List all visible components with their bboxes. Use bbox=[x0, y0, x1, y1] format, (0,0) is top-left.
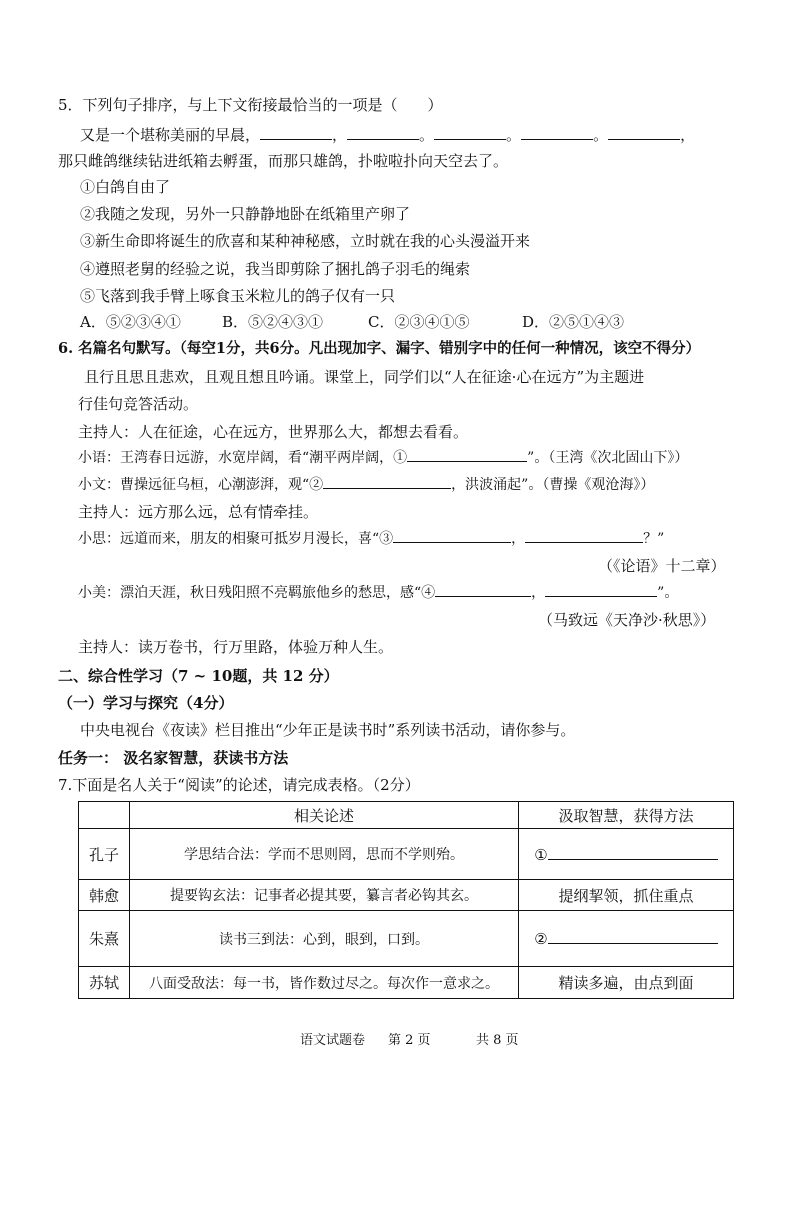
q5-stem: 5．下列句子排序，与上下文衔接最恰当的一项是（ ） bbox=[58, 96, 443, 114]
q5-choice-b[interactable]: B．⑤②④③① bbox=[222, 313, 324, 331]
q6-blank-1[interactable] bbox=[407, 447, 527, 462]
q6-host-2: 主持人：远方那么远，总有情牵挂。 bbox=[78, 503, 319, 521]
row-desc: 学思结合法：学而不思则罔，思而不学则殆。 bbox=[130, 829, 519, 880]
q6-intro-2: 行佳句竞答活动。 bbox=[78, 395, 199, 413]
q5-choice-a[interactable]: A．⑤②③④① bbox=[80, 313, 181, 331]
q5-sep-2: 。 bbox=[419, 126, 435, 144]
row-method: 精读多遍，由点到面 bbox=[519, 967, 734, 999]
table-header-desc: 相关论述 bbox=[130, 802, 519, 829]
q6-xiaosi-text: 小思：远道而来，朋友的相聚可抵岁月漫长，喜“③ bbox=[78, 531, 394, 547]
reading-methods-table bbox=[78, 801, 734, 999]
answer-marker-2: ② bbox=[534, 930, 548, 948]
footer-total: 共 8 页 bbox=[476, 1033, 519, 1048]
q6-blank-3[interactable] bbox=[393, 528, 511, 543]
q6-xiaoyu-text: 小语：王湾春日远游，水宽岸阔，看“潮平两岸阔，① bbox=[78, 450, 408, 466]
q5-blank-1[interactable] bbox=[260, 125, 332, 140]
q5-passage-start: 又是一个堪称美丽的早晨， bbox=[80, 126, 261, 144]
q5-option-2: ②我随之发现，另外一只静静地卧在纸箱里产卵了 bbox=[80, 205, 411, 223]
row-name: 苏轼 bbox=[79, 967, 130, 999]
q5-choice-d[interactable]: D．②⑤①④③ bbox=[522, 313, 625, 331]
q6-xiaoyu bbox=[78, 447, 688, 469]
row-name: 朱熹 bbox=[79, 911, 130, 967]
q5-option-1: ①白鸽自由了 bbox=[80, 178, 171, 196]
q6-blank-5[interactable] bbox=[435, 582, 531, 597]
answer-marker-1: ① bbox=[534, 845, 548, 864]
q6-xiaowen-text: 小文：曹操远征乌桓，心潮澎湃，观“② bbox=[78, 477, 324, 493]
table-header-name bbox=[79, 802, 130, 829]
q6-blank-4[interactable] bbox=[525, 528, 643, 543]
q6-xiaosi-comma: ， bbox=[511, 531, 526, 547]
row-name: 孔子 bbox=[79, 829, 130, 880]
answer-blank-1[interactable] bbox=[548, 845, 718, 860]
row-name: 韩愈 bbox=[79, 880, 130, 911]
section2-part1: （一）学习与探究（4分） bbox=[58, 694, 234, 712]
row-desc: 提要钩玄法：记事者必提其要，纂言者必钩其玄。 bbox=[130, 880, 519, 911]
task1-title: 任务一： 汲名家智慧，获读书方法 bbox=[58, 749, 289, 767]
q6-xiaomei-end: ”。 bbox=[657, 585, 679, 601]
q6-xiaosi bbox=[78, 528, 664, 550]
answer-blank-2[interactable] bbox=[548, 929, 718, 944]
table-row bbox=[79, 967, 734, 999]
q6-xiaomei-text: 小美：漂泊天涯，秋日残阳照不亮羁旅他乡的愁思，感“④ bbox=[78, 585, 436, 601]
q6-xiaomei bbox=[78, 582, 678, 604]
q5-blank-5[interactable] bbox=[608, 125, 680, 140]
q5-sep-5: ， bbox=[680, 126, 696, 144]
q5-option-4: ④遵照老舅的经验之说，我当即剪除了捆扎鸽子羽毛的绳索 bbox=[80, 260, 471, 278]
q5-option-3: ③新生命即将诞生的欣喜和某种神秘感，立时就在我的心头漫溢开来 bbox=[80, 232, 531, 250]
section2-intro: 中央电视台《夜读》栏目推出“少年正是读书时”系列读书活动，请你参与。 bbox=[80, 721, 576, 739]
q6-xiaosi-source: （《论语》十二章） bbox=[598, 557, 726, 575]
row-desc: 读书三到法：心到，眼到，口到。 bbox=[130, 911, 519, 967]
q5-option-5: ⑤飞落到我手臂上啄食玉米粒儿的鸽子仅有一只 bbox=[80, 287, 396, 305]
q6-host-3: 主持人：读万卷书，行万里路，体验万种人生。 bbox=[78, 638, 394, 656]
q6-xiaosi-end: ？” bbox=[643, 531, 665, 547]
q5-passage-line bbox=[80, 124, 695, 146]
row-desc: 八面受敌法：每一书，皆作数过尽之。每次作一意求之。 bbox=[130, 967, 519, 999]
q6-intro-1: 且行且思且悲欢，且观且想且吟诵。课堂上，同学们以“人在征途·心在远方”为主题进 bbox=[84, 368, 645, 386]
row-method bbox=[519, 829, 734, 880]
footer-subject: 语文试题卷 bbox=[300, 1033, 366, 1048]
table-row bbox=[79, 880, 734, 911]
q5-sep-1: ， bbox=[332, 126, 348, 144]
q7-stem: 7.下面是名人关于“阅读”的论述，请完成表格。（2分） bbox=[58, 776, 420, 794]
q5-blank-4[interactable] bbox=[521, 125, 593, 140]
q6-xiaoyu-source: ”。（王湾《次北固山下》） bbox=[527, 450, 689, 466]
table-header-method: 汲取智慧，获得方法 bbox=[519, 802, 734, 829]
q5-choice-c[interactable]: C．②③④①⑤ bbox=[368, 313, 470, 331]
table-row bbox=[79, 829, 734, 880]
q5-passage-cont: 那只雌鸽继续钻进纸箱去孵蛋，而那只雄鸽，扑啦啦扑向天空去了。 bbox=[58, 152, 509, 170]
q6-xiaowen-source: ，洪波涌起”。（曹操《观沧海》） bbox=[451, 477, 655, 493]
row-method: 提纲挈领，抓住重点 bbox=[519, 880, 734, 911]
q5-sep-4: 。 bbox=[593, 126, 609, 144]
q6-xiaomei-source: （马致远《天净沙·秋思》） bbox=[538, 611, 716, 629]
q6-xiaowen bbox=[78, 474, 654, 496]
q6-xiaomei-comma: ， bbox=[531, 585, 546, 601]
section2-title: 二、综合性学习（7 ~ 10题，共 12 分） bbox=[58, 667, 339, 685]
q6-blank-2[interactable] bbox=[323, 474, 451, 489]
q6-blank-6[interactable] bbox=[545, 582, 657, 597]
table-header-row bbox=[79, 802, 734, 829]
q5-sep-3: 。 bbox=[506, 126, 522, 144]
footer-page: 第 2 页 bbox=[388, 1033, 431, 1048]
q5-blank-3[interactable] bbox=[434, 125, 506, 140]
q5-blank-2[interactable] bbox=[347, 125, 419, 140]
q6-stem: 6. 名篇名句默写。（每空1分，共6分。凡出现加字、漏字、错别字中的任何一种情况，该空不得分） bbox=[58, 340, 701, 357]
table-row bbox=[79, 911, 734, 967]
q6-host-1: 主持人：人在征途，心在远方，世界那么大，都想去看看。 bbox=[78, 423, 469, 441]
row-method bbox=[519, 911, 734, 967]
